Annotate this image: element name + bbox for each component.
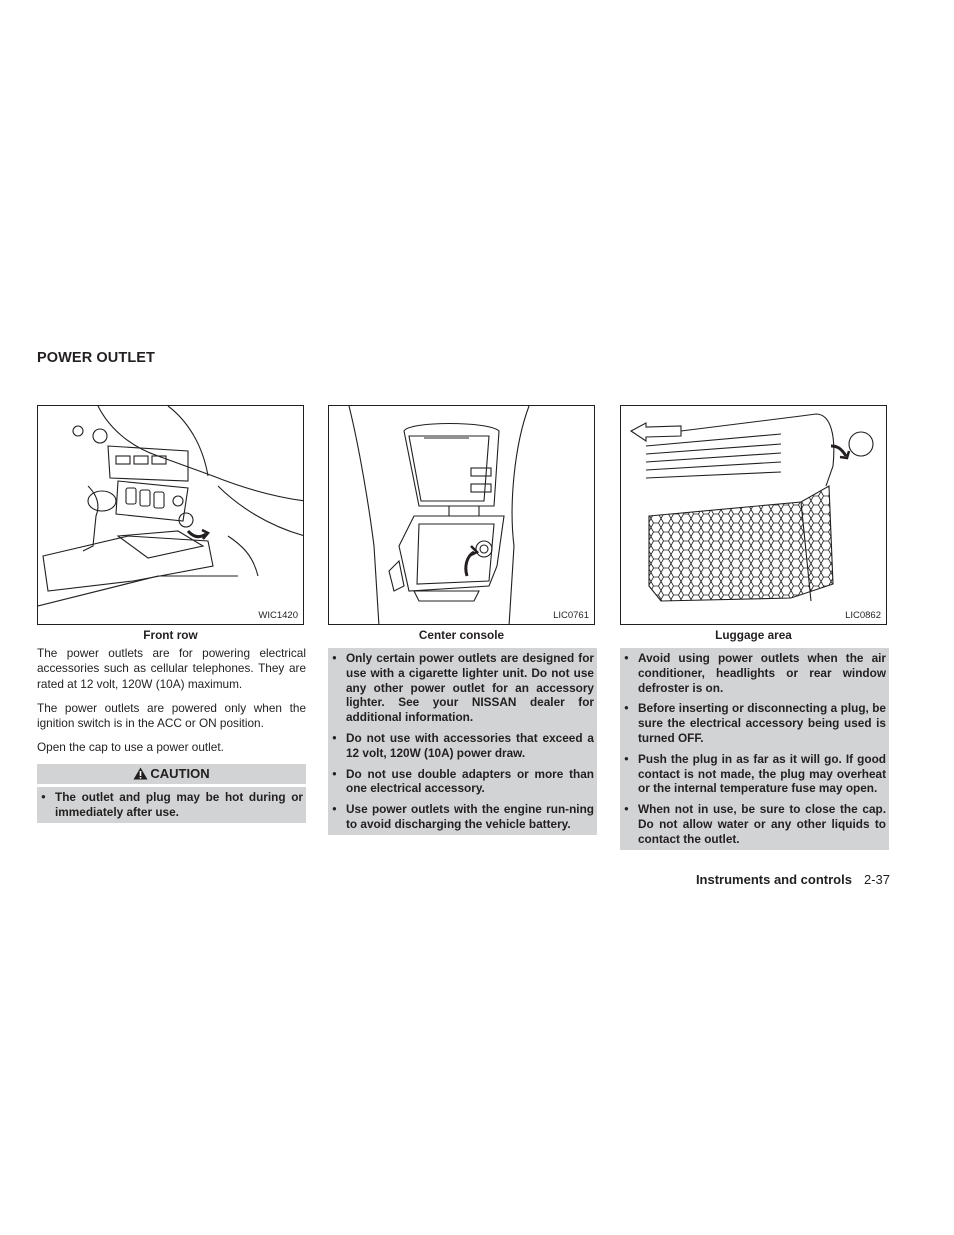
note-item: ● Do not use double adapters or more than one electrical accessory.	[331, 767, 594, 797]
note-item: ● Do not use with accessories that exceed a 12 volt, 120W (10A) power draw.	[331, 731, 594, 761]
figure-code: WIC1420	[258, 610, 298, 621]
front-row-illustration	[38, 406, 304, 625]
figure-center-console	[328, 405, 595, 625]
caption-front-row: Front row	[143, 628, 198, 642]
section-title: POWER OUTLET	[37, 350, 155, 366]
notes-middle-box	[328, 648, 597, 835]
caution-box	[37, 787, 306, 823]
caption-luggage-area: Luggage area	[715, 628, 792, 642]
caption-center-console: Center console	[418, 628, 505, 642]
page-footer	[696, 872, 890, 887]
notes-right-box	[620, 648, 889, 850]
caution-label: CAUTION	[150, 765, 210, 781]
note-item: ● Use power outlets with the engine run-ning to avoid discharging the vehicle battery.	[331, 802, 594, 832]
note-item: ● When not in use, be sure to close the cap. Do not allow water or any other liquids to contact the outlet.	[623, 802, 886, 846]
note-item: ● Only certain power outlets are designed for use with a cigarette lighter unit. Do not use any other power outlet for an accessory lighter. See your NISSAN dealer for additional information.	[331, 651, 594, 725]
note-item: ● Push the plug in as far as it will go. If good contact is not made, the plug may overheat or the internal temperature fuse may open.	[623, 752, 886, 796]
caution-item: ● The outlet and plug may be hot during or immediately after use.	[40, 790, 303, 820]
intro-column	[37, 646, 306, 823]
figure-code: LIC0862	[845, 610, 881, 621]
figure-luggage-area	[620, 405, 887, 625]
intro-paragraph: The power outlets are for powering electrical accessories such as cellular telephones. They are rated at 12 volt, 120W (10A) maximum.	[37, 646, 306, 691]
footer-section: Instruments and controls	[695, 872, 852, 887]
caution-header	[37, 764, 306, 784]
note-item: ● Avoid using power outlets when the air conditioner, headlights or rear window defroster is on.	[623, 651, 886, 695]
luggage-area-illustration	[621, 406, 887, 625]
note-item: ● Before inserting or disconnecting a plug, be sure the electrical accessory being used is turned OFF.	[623, 701, 886, 745]
intro-paragraph: The power outlets are powered only when the ignition switch is in the ACC or ON position.	[37, 700, 306, 731]
center-console-illustration	[329, 406, 595, 625]
page-number: 2-37	[863, 872, 890, 887]
figure-code: LIC0761	[553, 610, 589, 621]
figure-front-row	[37, 405, 304, 625]
intro-paragraph: Open the cap to use a power outlet.	[37, 740, 224, 755]
warning-icon	[133, 767, 148, 780]
